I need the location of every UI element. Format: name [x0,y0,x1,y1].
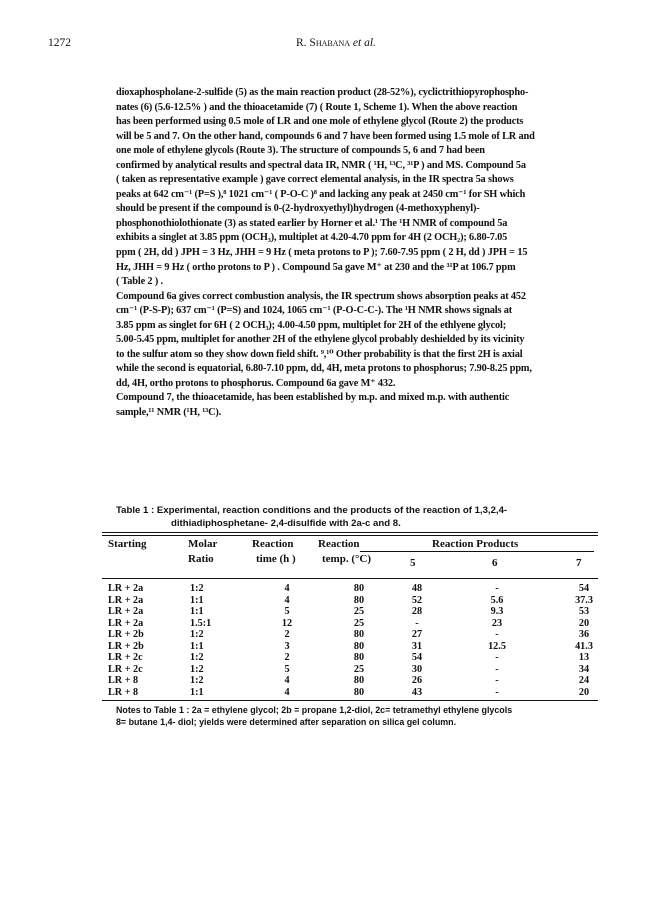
table-cell-starting: LR + 2a [108,617,144,629]
table-cell-p5: 48 [411,583,423,594]
table-cell-p7: 20 [578,686,590,698]
table-cell-temp: 25 [353,617,365,629]
table-cell-time: 5 [284,663,290,675]
header-product-5: 5 [410,557,416,569]
table-cell-p6: - [495,663,499,675]
header-reaction-time: Reaction [252,538,294,550]
header-temp-unit: temp. (°C) [322,553,371,565]
body-line: 3.85 ppm as singlet for 6H ( 2 OCH₃); 4.00-4.50 ppm, multiplet for 2H of the ethlyene glycol; [116,319,507,331]
table-cell-p7: 54 [578,583,590,594]
table-cell-p5: 54 [411,652,423,664]
body-line: dioxaphospholane-2-sulfide (5) as the main reaction product (28-52%), cyclictrithiopyrophospho- [116,87,529,98]
body-line: Compound 6a gives correct combustion analysis, the IR spectrum shows absorption peaks at 452 [116,290,526,302]
table-cell-p7: 34 [578,663,590,675]
table-cell-ratio: 1:1 [190,606,204,618]
table-cell-p7: 53 [578,606,590,618]
table-cell-p7: 20 [578,617,590,629]
table-cell-time: 4 [284,686,290,698]
body-line: nates (6) (5.6-12.5% ) and the thioacetamide (7) ( Route 1, Scheme 1). When the above reaction [116,101,518,113]
body-line: cm⁻¹ (P-S-P); 637 cm⁻¹ (P=S) and 1024, 1065 cm⁻¹ (P-O-C-C-). The ¹H NMR shows signals at [116,305,513,317]
table-top-rule [102,532,598,536]
table-cell-p5: 26 [411,675,423,687]
table-cell-ratio: 1.5:1 [190,617,212,629]
table-cell-starting: LR + 2c [108,652,143,664]
table-cell-time: 4 [284,594,290,606]
running-header [296,37,376,49]
rp-underline [360,551,594,552]
body-line: ppm ( 2H, dd ) JPH = 3 Hz, JHH = 9 Hz ( meta protons to P ); 7.60-7.95 ppm ( 2 H, dd ) JPH = 15 [116,247,528,259]
body-line: should be present if the compound is 0-(2-hydroxyethyl)hydrogen (4-methoxyphenyl)- [116,203,480,215]
body-line: Compound 7, the thioacetamide, has been established by m.p. and mixed m.p. with authentic [116,392,510,404]
table-cell-p5: 30 [411,663,423,675]
table-cell-p7: 13 [578,652,590,664]
table-cell-p6: - [495,686,499,698]
table-cell-p6: - [495,583,499,594]
table-note-line: Notes to Table 1 : 2a = ethylene glycol; 2b = propane 1,2-diol, 2c= tetramethyl ethylene glycols [116,705,513,715]
table-caption-line: dithiadiphosphetane- 2,4-disulfide with 2a-c and 8. [171,518,401,529]
table-cell-time: 2 [284,652,290,664]
table-cell-starting: LR + 2a [108,606,144,618]
table-cell-time: 2 [284,629,290,641]
table-cell-ratio: 1:1 [190,594,204,606]
table-cell-starting: LR + 2b [108,640,144,652]
running-header-etal: et al. [350,37,376,49]
table-cell-starting: LR + 2a [108,594,144,606]
table-cell-p7: 24 [578,675,590,687]
table-cell-p5: 31 [411,640,423,652]
table-cell-ratio: 1:2 [190,652,204,664]
body-line: phosphonothiolothionate (3) as stated earlier by Horner et al.¹ The ¹H NMR of compound 5a [116,217,508,229]
table-cell-p6: 23 [491,617,503,629]
table-cell-p6: 5.6 [490,594,504,606]
table-cell-p6: - [495,652,499,664]
table-cell-starting: LR + 2c [108,663,143,675]
table-cell-p5: 27 [411,629,423,641]
header-reaction-temp: Reaction [318,538,360,550]
table-cell-p5: 28 [411,606,423,618]
table-notes [116,704,606,728]
page-number: 1272 [48,37,71,49]
table-cell-p7: 36 [578,629,590,641]
table-cell-p5: - [415,617,419,629]
table-cell-p7: 37.3 [575,594,593,606]
table-cell-temp: 80 [353,629,365,641]
header-molar: Molar [188,538,218,550]
table-cell-p6: - [495,675,499,687]
table-cell-p5: 52 [411,594,423,606]
table-cell-starting: LR + 8 [108,686,139,698]
table-bottom-rule [102,700,598,701]
header-reaction-products: Reaction Products [432,538,519,550]
body-line: to the sulfur atom so they show down field shift. ⁹,¹⁰ Other probability is that the first 2H is axial [116,348,523,360]
header-starting: Starting [108,538,147,550]
table-cell-temp: 80 [353,594,365,606]
table-cell-ratio: 1:2 [190,675,204,687]
body-line: confirmed by analytical results and spectral data IR, NMR ( ¹H, ¹³C, ³¹P ) and MS. Compound 5a [116,159,526,171]
table-cell-temp: 80 [353,675,365,687]
table-cell-p7: 41.3 [575,640,593,652]
table-cell-temp: 80 [353,640,365,652]
table-cell-p5: 43 [411,686,423,698]
body-line: Hz, JHH = 9 Hz ( ortho protons to P ) . Compound 5a gave M⁺ at 230 and the ³¹P at 106.7 ppm [116,261,516,273]
header-ratio: Ratio [188,553,214,565]
table-note-line: 8= butane 1,4- diol; yields were determined after separation on silica gel column. [116,717,457,727]
table-caption [116,504,606,530]
table-cell-ratio: 1:1 [190,640,204,652]
table-cell-temp: 25 [353,606,365,618]
body-line: peaks at 642 cm⁻¹ (P=S ),⁸ 1021 cm⁻¹ ( P-O-C )⁸ and lacking any peak at 2450 cm⁻¹ for SH which [116,188,526,200]
body-line: dd, 4H, ortho protons to phosphorus. Compound 6a gave M⁺ 432. [116,377,396,389]
table-cell-p6: 12.5 [488,640,506,652]
body-line: one mole of ethylene glycols (Route 3). The structure of compounds 5, 6 and 7 had been [116,145,485,157]
table-cell-starting: LR + 8 [108,675,139,687]
table-cell-p6: 9.3 [490,606,504,618]
table-cell-ratio: 1:2 [190,629,204,641]
body-line: ( Table 2 ) . [116,276,163,288]
header-product-7: 7 [576,557,582,569]
table-cell-temp: 80 [353,583,365,594]
table-cell-starting: LR + 2b [108,629,144,641]
body-text [116,86,600,421]
body-line: 5.00-5.45 ppm, multiplet for another 2H of the ethylene glycol probably deshielded by its vicinity [116,334,525,346]
table-cell-time: 5 [284,606,290,618]
table-cell-ratio: 1:1 [190,686,204,698]
running-header-author: R. Shabana [296,37,351,49]
body-line: while the second is equatorial, 6.80-7.10 ppm, dd, 4H, meta protons to phosphorus; 7.90-8.25 ppm, [116,363,532,375]
table-cell-time: 4 [284,583,290,594]
table-cell-ratio: 1:2 [190,583,204,594]
table-header-rule [102,578,598,579]
header-time-unit: time (h ) [256,553,296,565]
table-caption-line: Table 1 : Experimental, reaction conditions and the products of the reaction of 1,3,2,4- [116,505,508,516]
body-line: has been performed using 0.5 mole of LR and one mole of ethylene glycol (Route 2) the products [116,116,524,128]
body-line: ( taken as representative example ) gave correct elemental analysis, in the IR spectra 5a shows [116,174,514,186]
table-cell-time: 4 [284,675,290,687]
table-cell-temp: 80 [353,686,365,698]
table-cell-time: 3 [284,640,290,652]
body-line: sample,¹¹ NMR (¹H, ¹³C). [116,407,222,419]
table-cell-p6: - [495,629,499,641]
table-cell-temp: 25 [353,663,365,675]
table-cell-time: 12 [281,617,293,629]
table-cell-starting: LR + 2a [108,583,144,594]
body-line: exhibits a singlet at 3.85 ppm (OCH₃), multiplet at 4.20-4.70 ppm for 4H (2 OCH₂); 6.80-7.05 [116,232,508,244]
body-line: will be 5 and 7. On the other hand, compounds 6 and 7 have been formed using 1.5 mole of LR and [116,130,535,142]
table-cell-ratio: 1:2 [190,663,204,675]
table-cell-temp: 80 [353,652,365,664]
header-product-6: 6 [492,557,498,569]
